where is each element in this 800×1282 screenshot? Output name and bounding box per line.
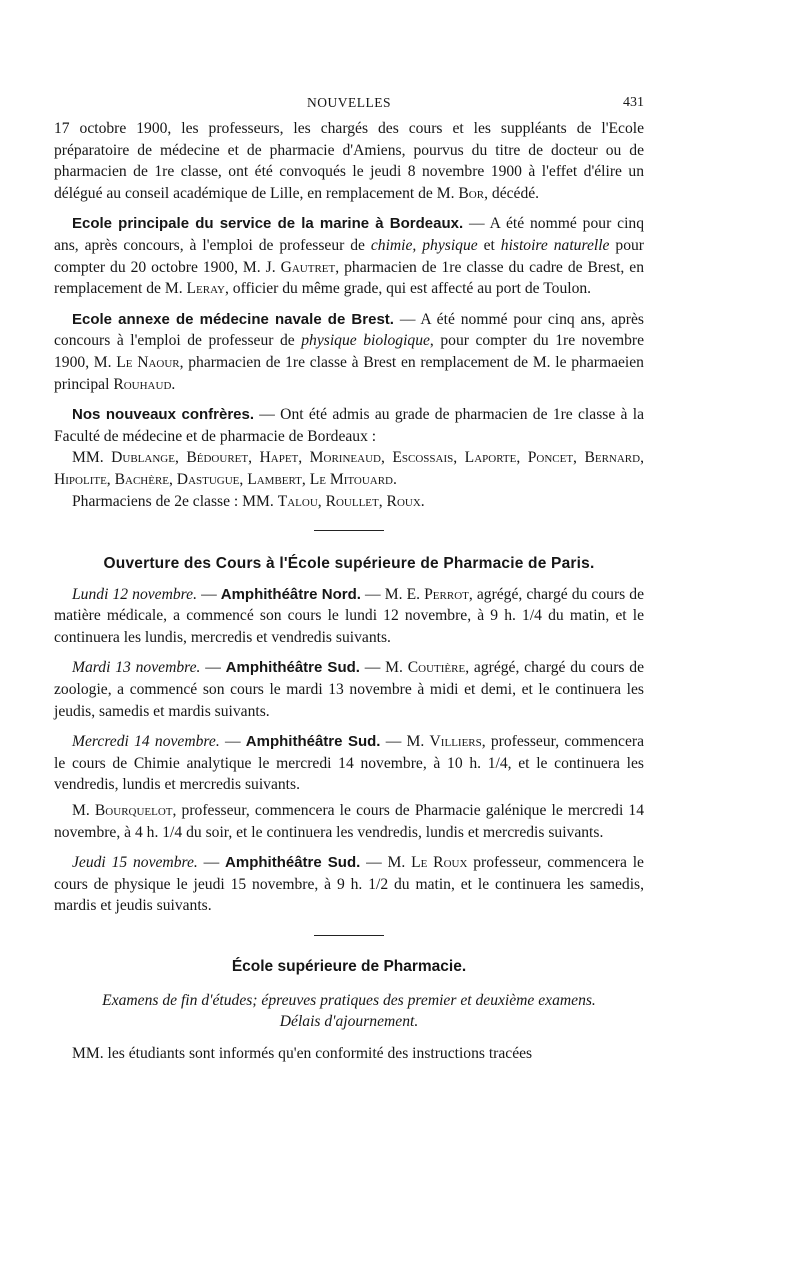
course-date: Mardi 13 novembre. bbox=[72, 659, 201, 677]
paragraph-text: pour compter du 20 octobre 1900, M. J. bbox=[54, 236, 644, 276]
paragraph-amiens bbox=[54, 118, 644, 204]
person-name: Bourquelot bbox=[94, 802, 173, 820]
person-names: Talou, Roullet, Roux. bbox=[277, 492, 425, 510]
dash: — bbox=[196, 585, 221, 603]
paragraph-text: 17 octobre 1900, les professeurs, les chargés des cours et les suppléants de l'Ecole préparatoire de médecine et de pharmacie d'Amiens, pourvus du titre de docteur ou de pharmacien de 1re classe, ont été convoqués le jeudi 8 novembre 1900 à l'effet d'élire un délégué au conseil académique de Lille, en remplacement de M. bbox=[54, 120, 644, 202]
course-place: Amphithéâtre Nord. bbox=[220, 585, 361, 603]
paragraph-text: — M. bbox=[360, 854, 412, 872]
course-bourquelot bbox=[54, 800, 644, 843]
paragraph-text: — M. bbox=[359, 659, 408, 677]
person-name: Coutière bbox=[407, 659, 466, 677]
names-list-second-class bbox=[54, 491, 644, 513]
paragraph-text: , pour compter du 1re novembre 1900, M. bbox=[54, 332, 645, 371]
dash: — bbox=[219, 733, 246, 751]
paragraph-text: , décédé. bbox=[484, 184, 540, 202]
running-head: NOUVELLES bbox=[307, 95, 391, 110]
list-label: MM. bbox=[72, 449, 112, 467]
italic-text: histoire naturelle bbox=[500, 236, 610, 254]
course-mardi bbox=[54, 657, 644, 722]
course-date: Jeudi 15 novembre. bbox=[72, 854, 198, 872]
person-name: Leray bbox=[186, 280, 225, 298]
paragraph-text: , officier du même grade, qui est affecté au port de Toulon. bbox=[224, 280, 592, 298]
paragraph-text: , agrégé, chargé du cours de zoologie, a commencé son cours le mardi 13 novembre à midi et demi, et le continuera les jeudis, samedis et mardis suivants. bbox=[54, 659, 644, 720]
section-divider bbox=[314, 530, 384, 531]
paragraph-text: et bbox=[477, 236, 501, 254]
document-page bbox=[54, 92, 644, 1064]
course-date: Lundi 12 novembre. bbox=[72, 585, 197, 603]
person-name: Le Roux bbox=[411, 854, 468, 872]
list-label: Pharmaciens de 2e classe : MM. bbox=[72, 492, 278, 510]
person-name: Perrot bbox=[424, 585, 469, 603]
page-header bbox=[54, 92, 644, 114]
dash: — bbox=[197, 854, 226, 872]
paragraph-etudiants: MM. les étudiants sont informés qu'en conformité des instructions tracées bbox=[72, 1044, 533, 1062]
paragraph-heading: Nos nouveaux confrères. bbox=[72, 406, 255, 424]
section-subtitle bbox=[54, 990, 644, 1033]
paragraph-text: . bbox=[171, 375, 176, 393]
paragraph-text: — A été nommé pour cinq ans, après concours à l'emploi de professeur de bbox=[54, 310, 644, 350]
person-names: Dublange, Bédouret, Hapet, Morineaud, Escossais, Laporte, Poncet, Bernard, Hipolite, Bachère, Dastugue, Lambert, Le Mitouard. bbox=[54, 449, 644, 488]
person-name: Rouhaud bbox=[113, 375, 172, 393]
course-mercredi bbox=[54, 731, 644, 796]
paragraph-text: — A été nommé pour cinq ans, après concours, à l'emploi de professeur de bbox=[54, 215, 645, 254]
paragraph-heading: Ecole principale du service de la marine à Bordeaux. bbox=[72, 215, 464, 233]
dash: — bbox=[200, 659, 226, 677]
paragraph-text: , professeur, commencera le cours de Pharmacie galénique le mercredi 14 novembre, à 4 h. 1/4 du soir, et le continuera les vendredis, lundis et mercredis suivants. bbox=[54, 802, 645, 841]
paragraph-brest bbox=[54, 309, 644, 395]
person-name: Villiers bbox=[429, 733, 482, 751]
person-name: Le Naour bbox=[116, 353, 180, 371]
paragraph-text: M. bbox=[72, 802, 95, 820]
paragraph-text: — Ont été admis au grade de pharmacien de 1re classe à la Faculté de médecine et de pharmacie de Bordeaux : bbox=[54, 406, 645, 445]
paragraph-text: , pharmacien de 1re classe du cadre de Brest, en remplacement de M. bbox=[54, 258, 644, 298]
paragraph-text: , pharmacien de 1re classe à Brest en remplacement de M. le pharmaeien principal bbox=[54, 353, 644, 393]
subtitle-line: Délais d'ajournement. bbox=[279, 1013, 419, 1031]
section-title-ouverture-des-cours: Ouverture des Cours à l'École supérieure de Pharmacie de Paris. bbox=[103, 555, 595, 573]
course-place: Amphithéâtre Sud. bbox=[225, 854, 361, 872]
person-name: Bor bbox=[458, 184, 485, 202]
paragraph-text: — M. E. bbox=[360, 585, 425, 603]
names-list-first-class bbox=[54, 447, 644, 490]
course-date: Mercredi 14 novembre. bbox=[72, 733, 220, 751]
course-place: Amphithéâtre Sud. bbox=[225, 659, 360, 677]
paragraph-nouveaux-confreres bbox=[54, 404, 644, 447]
italic-text: physique biologique bbox=[301, 332, 430, 350]
section-title-ecole-superieure: École supérieure de Pharmacie. bbox=[231, 958, 467, 975]
subtitle-line: Examens de fin d'études; épreuves pratiques des premier et deuxième examens. bbox=[102, 991, 596, 1009]
person-name: Gautret bbox=[280, 258, 336, 276]
page-number: 431 bbox=[623, 95, 644, 110]
section-divider bbox=[314, 935, 384, 936]
paragraph-text: — M. bbox=[380, 733, 430, 751]
paragraph-text: , agrégé, chargé du cours de matière médicale, a commencé son cours le lundi 12 novembre, à 9 h. 1/4 du matin, et le continuera les lundis, mercredis et vendredis suivants. bbox=[54, 585, 645, 646]
italic-text: chimie, physique bbox=[370, 236, 478, 254]
paragraph-text: professeur, commencera le cours de physique le jeudi 15 novembre, à 9 h. 1/2 du matin, et le continuera les samedis, mardis et jeudis suivants. bbox=[54, 854, 644, 915]
course-lundi bbox=[54, 584, 644, 649]
course-place: Amphithéâtre Sud. bbox=[245, 733, 381, 751]
paragraph-heading: Ecole annexe de médecine navale de Brest. bbox=[72, 310, 394, 328]
paragraph-text: , professeur, commencera le cours de Chimie analytique le mercredi 14 novembre, à 10 h. 1/4, et le continuera les vendredis, lundis et mercredis suivants. bbox=[54, 733, 644, 794]
paragraph-bordeaux bbox=[54, 213, 644, 299]
course-jeudi bbox=[54, 852, 644, 917]
